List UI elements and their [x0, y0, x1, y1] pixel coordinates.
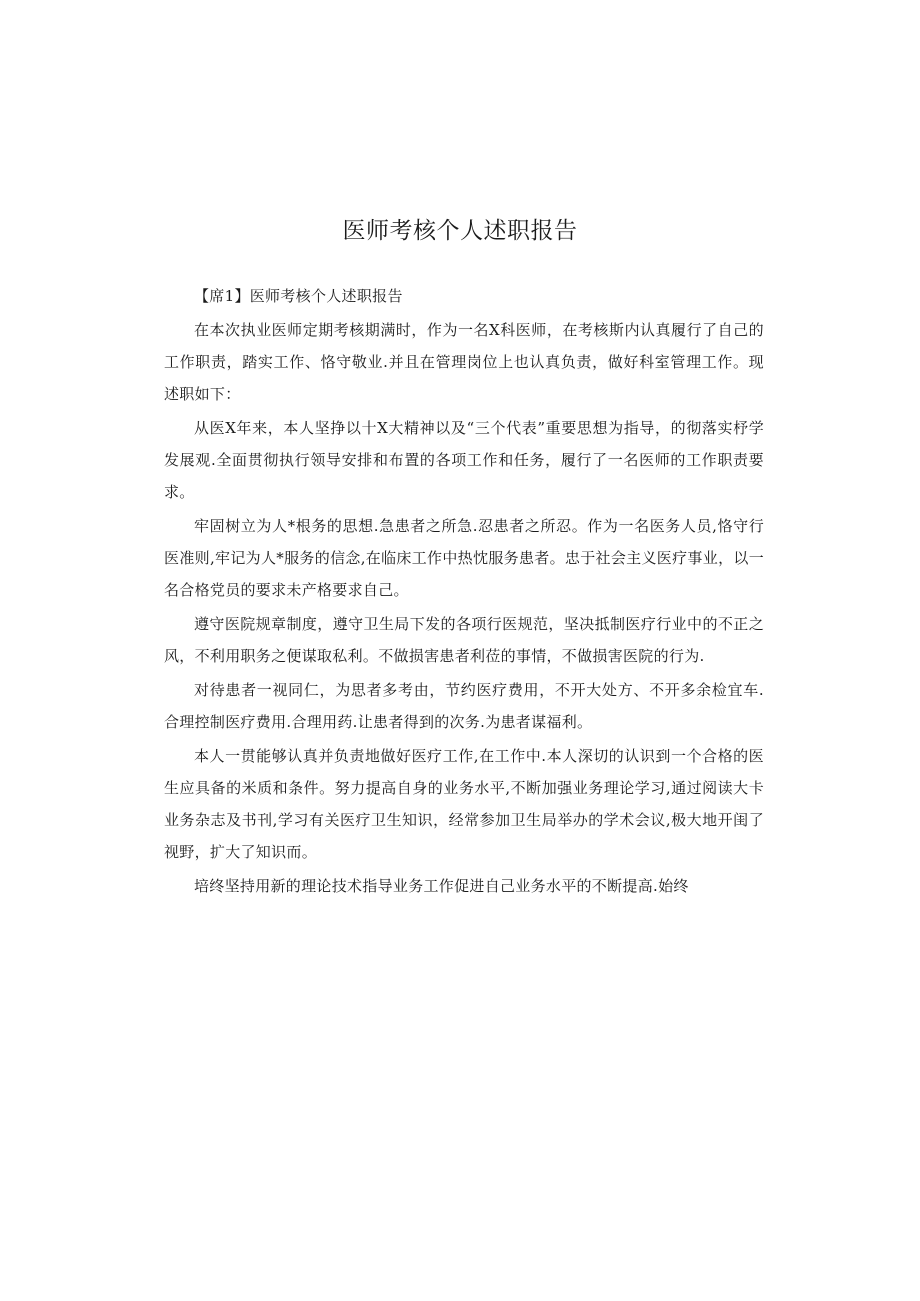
paragraph: 在本次执业医师定期考核期满时，作为一名X科医师，在考核斯内认真履行了自己的工作职责，踏实工作、恪守敬业.并且在管理岗位上也认真负责，做好科室管理工作。现述职如下：	[164, 321, 764, 403]
paragraph: 培终坚持用新的理论技术指导业务工作促进自己业务水平的不断提高.始终	[194, 877, 689, 895]
paragraph: 遵守医院规章制度，遵守卫生局下发的各项行医规范，坚决抵制医疗行业中的不正之风，不利用职务之便谋取私利。不做损害患者利莅的事情，不做损害医院的行为.	[164, 615, 764, 665]
paragraph: 从医X年来，本人坚挣以十X大精神以及“三个代表”重要思想为指导，的彻落实杼学发展观.全面贯彻执行领导安排和布置的各项工作和任务，履行了一名医师的工作职责要求。	[164, 419, 764, 501]
document-body	[164, 280, 764, 904]
paragraph: 对待患者一视同仁，为思者多考由，节约医疗费用，不开大处方、不开多余检宜车.合理控制医疗费用.合理用药.让患者得到的次务.为患者谋福利。	[164, 681, 764, 731]
section-heading: 【席1】医师考核个人述职报告	[194, 287, 403, 305]
paragraph: 牢固树立为人*根务的思想.急患者之所急.忍患者之所忍。作为一名医务人员,恪守行医准则,牢记为人*服务的信念,在临床工作中热忱服务患者。忠于社会主义医疗事业，以一名合格党员的要求未产格要求自己。	[164, 517, 764, 599]
document-title: 医师考核个人述职报告	[342, 218, 578, 244]
paragraph: 本人一贯能够认真并负责地做好医疗工作,在工作中.本人深切的认识到一个合格的医生应具备的米质和条件。努力提高自身的业务水平,不断加强业务理论学习,通过阅读大卡业务杂志及书刊,学习有关医疗卫生知识，经常参加卫生局举办的学术会议,极大地开闺了视野，扩大了知识而。	[164, 747, 764, 861]
